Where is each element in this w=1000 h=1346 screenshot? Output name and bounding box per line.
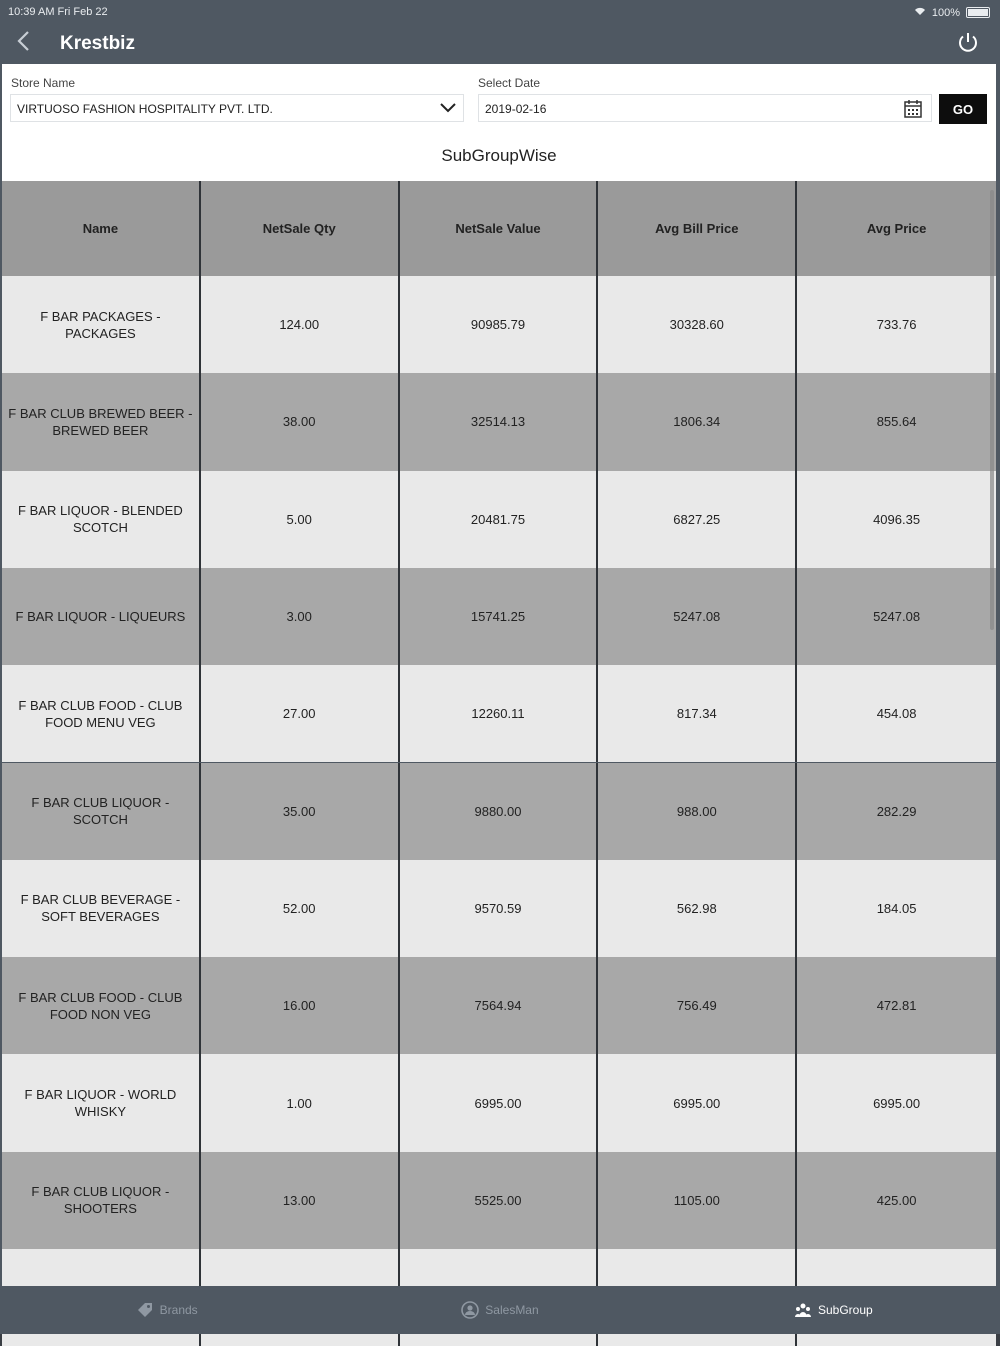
- cell-avg-bill-price: 5247.08: [598, 568, 797, 665]
- cell-netsale-value: 32514.13: [400, 373, 599, 470]
- date-field-value: 2019-02-16: [485, 102, 547, 116]
- table-header-row: [2, 181, 996, 276]
- status-bar: [0, 0, 1000, 24]
- header-netsale-qty[interactable]: NetSale Qty: [201, 181, 400, 276]
- table-row[interactable]: [2, 1054, 996, 1151]
- tab-salesman[interactable]: [333, 1286, 666, 1334]
- table-row[interactable]: [2, 1152, 996, 1249]
- cell-netsale-value: 15741.25: [400, 568, 599, 665]
- table-row[interactable]: [2, 665, 996, 762]
- battery-icon: [966, 7, 990, 18]
- filter-panel: [2, 64, 996, 181]
- cell-netsale-qty: 35.00: [201, 763, 400, 860]
- tab-brands-label: Brands: [159, 1303, 198, 1317]
- table-row[interactable]: [2, 568, 996, 665]
- cell-avg-bill-price: 1806.34: [598, 373, 797, 470]
- cell-avg-bill-price: 30328.60: [598, 276, 797, 373]
- cell-avg-bill-price: 562.98: [598, 860, 797, 957]
- cell-netsale-value: 12260.11: [400, 665, 599, 762]
- cell-netsale-qty: 3.00: [201, 568, 400, 665]
- nav-bar: [0, 24, 1000, 64]
- scrollbar[interactable]: [990, 190, 994, 630]
- calendar-icon[interactable]: [903, 99, 923, 119]
- power-button[interactable]: [956, 31, 982, 57]
- store-select-value: VIRTUOSO FASHION HOSPITALITY PVT. LTD.: [17, 102, 273, 116]
- cell-netsale-qty: 38.00: [201, 373, 400, 470]
- cell-netsale-qty: 5.00: [201, 471, 400, 568]
- cell-netsale-value: 9880.00: [400, 763, 599, 860]
- cell-avg-price: 282.29: [876, 803, 917, 819]
- cell-netsale-value: 6995.00: [400, 1054, 599, 1151]
- cell-name: F BAR CLUB LIQUOR - SHOOTERS: [2, 1152, 201, 1249]
- cell-netsale-value: 90985.79: [400, 276, 599, 373]
- wifi-icon: [914, 6, 926, 19]
- date-field[interactable]: [478, 94, 932, 122]
- cell-netsale-value: 5525.00: [400, 1152, 599, 1249]
- header-name[interactable]: Name: [2, 181, 201, 276]
- tab-subgroup-label: SubGroup: [817, 1303, 873, 1317]
- cell-avg-bill-price: 1105.00: [598, 1152, 797, 1249]
- section-title: SubGroupWise: [441, 146, 557, 165]
- cell-avg-price: 5247.08: [873, 609, 921, 625]
- cell-netsale-qty: 16.00: [201, 957, 400, 1054]
- tag-icon: [136, 1301, 154, 1319]
- chevron-down-icon: [439, 100, 457, 116]
- header-netsale-value[interactable]: NetSale Value: [400, 181, 599, 276]
- cell-avg-price: 4096.35: [873, 511, 921, 527]
- cell-avg-bill-price: 6827.25: [598, 471, 797, 568]
- cell-netsale-value: 7564.94: [400, 957, 599, 1054]
- table-row[interactable]: [2, 471, 996, 568]
- cell-name: F BAR CLUB FOOD - CLUB FOOD NON VEG: [2, 957, 201, 1054]
- cell-avg-bill-price: 756.49: [598, 957, 797, 1054]
- tab-brands[interactable]: [0, 1286, 333, 1334]
- cell-name: F BAR LIQUOR - BLENDED SCOTCH: [2, 471, 201, 568]
- tab-bar: [0, 1286, 1000, 1334]
- tab-salesman-label: SalesMan: [485, 1303, 539, 1317]
- cell-avg-price: 855.64: [876, 414, 917, 430]
- table-row[interactable]: [2, 957, 996, 1054]
- cell-avg-price: 454.08: [876, 706, 917, 722]
- back-button[interactable]: [16, 30, 42, 58]
- power-icon: [956, 31, 980, 55]
- cell-name: F BAR LIQUOR - LIQUEURS: [2, 568, 201, 665]
- cell-name: F BAR CLUB LIQUOR - SCOTCH: [2, 763, 201, 860]
- store-name-label: Store Name: [11, 76, 76, 90]
- status-right: [914, 6, 990, 19]
- cell-avg-bill-price: 6995.00: [598, 1054, 797, 1151]
- table-row[interactable]: [2, 763, 996, 860]
- cell-netsale-qty: 52.00: [201, 860, 400, 957]
- cell-name: F BAR CLUB FOOD - CLUB FOOD MENU VEG: [2, 665, 201, 762]
- status-time: 10:39 AM Fri Feb 22: [8, 6, 108, 18]
- select-date-label: Select Date: [478, 76, 541, 90]
- cell-netsale-qty: 13.00: [201, 1152, 400, 1249]
- go-button[interactable]: GO: [939, 94, 987, 124]
- cell-netsale-qty: 1.00: [201, 1054, 400, 1151]
- cell-avg-price: 184.05: [876, 900, 917, 916]
- battery-percent: 100%: [931, 6, 960, 19]
- cell-avg-price: 733.76: [876, 317, 917, 333]
- header-avg-bill-price[interactable]: Avg Bill Price: [598, 181, 797, 276]
- cell-netsale-qty: 27.00: [201, 665, 400, 762]
- cell-netsale-value: 9570.59: [400, 860, 599, 957]
- group-icon: [794, 1301, 812, 1319]
- cell-name: F BAR LIQUOR - WORLD WHISKY: [2, 1054, 201, 1151]
- table-row[interactable]: [2, 373, 996, 470]
- table-row[interactable]: [2, 860, 996, 957]
- tab-subgroup[interactable]: [667, 1286, 1000, 1334]
- cell-avg-price: 472.81: [876, 998, 917, 1014]
- cell-netsale-qty: 124.00: [201, 276, 400, 373]
- header-avg-price[interactable]: Avg Price: [866, 221, 927, 236]
- person-icon: [461, 1301, 479, 1319]
- cell-name: F BAR CLUB BEVERAGE - SOFT BEVERAGES: [2, 860, 201, 957]
- table-row[interactable]: [2, 276, 996, 373]
- cell-avg-bill-price: 817.34: [598, 665, 797, 762]
- cell-netsale-value: 20481.75: [400, 471, 599, 568]
- cell-name: F BAR PACKAGES - PACKAGES: [2, 276, 201, 373]
- chevron-left-icon: [16, 30, 30, 52]
- cell-name: F BAR CLUB BREWED BEER - BREWED BEER: [2, 373, 201, 470]
- store-select[interactable]: [10, 94, 464, 122]
- cell-avg-price: 6995.00: [873, 1095, 921, 1111]
- cell-avg-bill-price: 988.00: [598, 763, 797, 860]
- app-title: Krestbiz: [60, 33, 135, 54]
- cell-avg-price: 425.00: [876, 1192, 917, 1208]
